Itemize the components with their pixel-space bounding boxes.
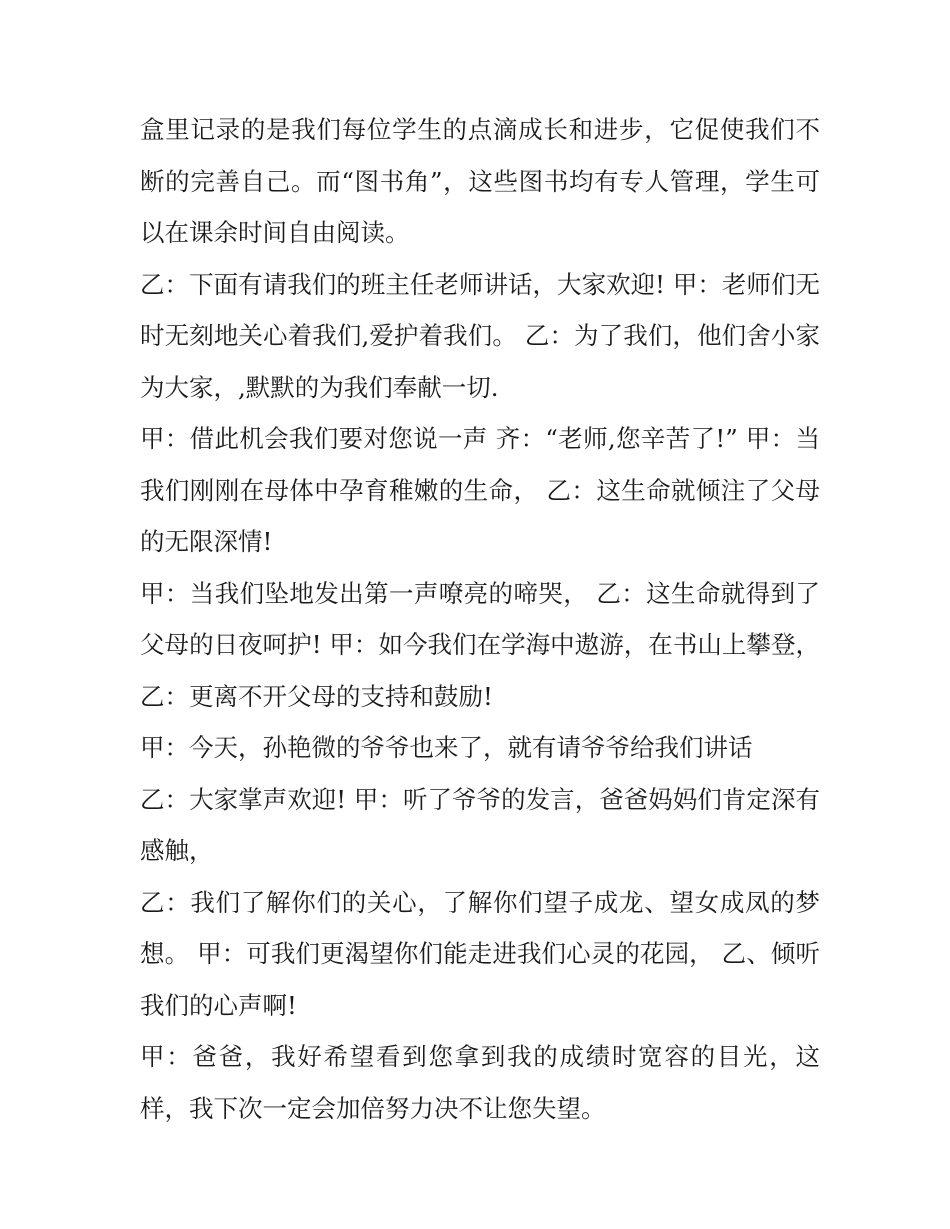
- paragraph-5: 甲：今天，孙艳微的爷爷也来了，就有请爷爷给我们讲话: [140, 733, 753, 762]
- paragraph-4: 甲：当我们坠地发出第一声嘹亮的啼哭， 乙：这生命就得到了父母的日夜呵护! 甲：如今我们在学海中遨游，在书山上攀登， 乙：更离不开父母的支持和鼓励!: [140, 578, 820, 711]
- paragraph-8: 甲：爸爸，我好希望看到您拿到我的成绩时宽容的目光，这样，我下次一定会加倍努力决不让您失望。: [140, 1042, 820, 1123]
- paragraph-7: 乙：我们了解你们的关心，了解你们望子成龙、望女成凤的梦想。 甲：可我们更渴望你们能走进我们心灵的花园， 乙、倾听我们的心声啊!: [140, 887, 820, 1020]
- paragraph-6: 乙：大家掌声欢迎! 甲：听了爷爷的发言，爸爸妈妈们肯定深有感触，: [140, 784, 820, 865]
- document-body: [140, 104, 820, 1134]
- paragraph-1: 盒里记录的是我们每位学生的点滴成长和进步，它促使我们不断的完善自己。而“图书角”，这些图书均有专人管理，学生可以在课余时间自由阅读。: [140, 115, 820, 247]
- paragraph-3: 甲：借此机会我们要对您说一声 齐：“老师,您辛苦了!” 甲：当我们刚刚在母体中孕育稚嫩的生命， 乙：这生命就倾注了父母的无限深情!: [140, 424, 820, 556]
- paragraph-2: 乙：下面有请我们的班主任老师讲话，大家欢迎! 甲：老师们无时无刻地关心着我们,爱护着我们。 乙：为了我们，他们舍小家为大家，,默默的为我们奉献一切.: [140, 269, 820, 402]
